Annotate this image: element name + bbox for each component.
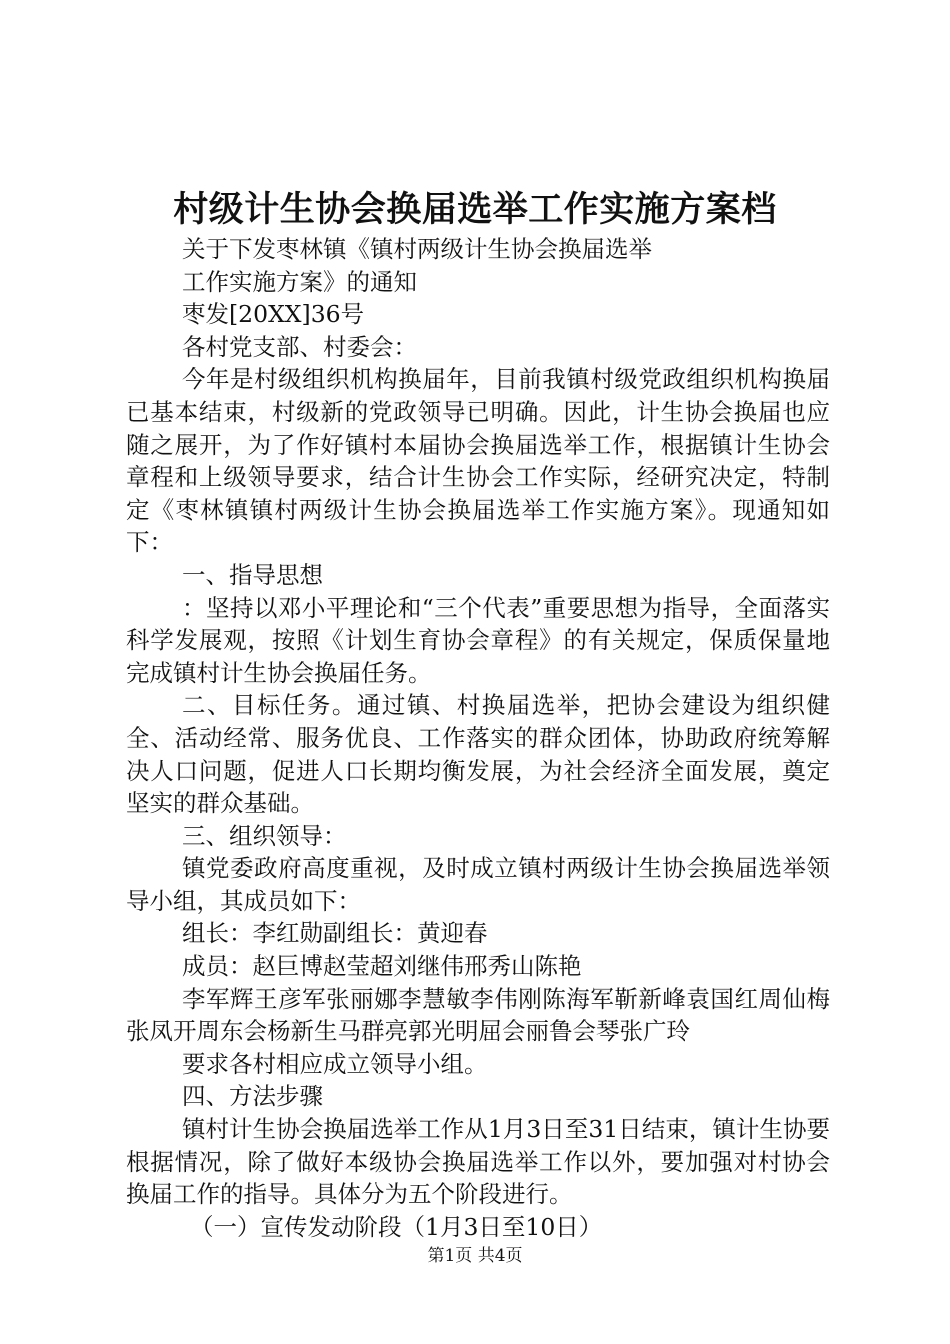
document-body — [126, 233, 830, 1243]
section-1-heading: 一、指导思想 — [182, 560, 323, 589]
section-3-body: 镇党委政府高度重视，及时成立镇村两级计生协会换届选举领导小组，其成员如下： — [126, 854, 830, 915]
intro-paragraph: 今年是村级组织机构换届年，目前我镇村级党政组织机构换届已基本结束，村级新的党政领导已明确。因此，计生协会换届也应随之展开，为了作好镇村本届协会换届选举工作，根据镇计生协会章程和上级领导要求，结合计生协会工作实际，经研究决定，特制定《枣林镇镇村两级计生协会换届选举工作实施方案》。现通知如下： — [126, 365, 830, 557]
section-1-body: ：坚持以邓小平理论和“三个代表”重要思想为指导，全面落实科学发展观，按照《计划生育协会章程》的有关规定，保质保量地完成镇村计生协会换届任务。 — [126, 593, 830, 687]
section-4-heading: 四、方法步骤 — [182, 1082, 323, 1111]
members-continued: 李军辉王彦军张丽娜李慧敏李伟刚陈海军靳新峰袁国红周仙梅张凤开周东会杨新生马群亮郭光明屈会丽鲁会琴张广玲 — [126, 984, 830, 1046]
leaders-line: 组长：李红勋副组长：黄迎春 — [182, 919, 488, 948]
addressee: 各村党支部、村委会： — [182, 332, 417, 361]
notice-title-line-2: 工作实施方案》的通知 — [182, 267, 417, 296]
members-line: 成员：赵巨博赵莹超刘继伟邢秀山陈艳 — [182, 952, 582, 981]
section-3-heading: 三、组织领导： — [182, 821, 347, 850]
notice-title-line-1: 关于下发枣林镇《镇村两级计生协会换届选举 — [182, 235, 652, 263]
page-footer: 第1页 共4页 — [427, 1246, 523, 1266]
notice-header — [126, 233, 830, 363]
phase-1-heading: （一）宣传发动阶段（1月3日至10日） — [190, 1212, 603, 1241]
doc-number: 枣发[20XX]36号 — [182, 300, 365, 329]
document-title: 村级计生协会换届选举工作实施方案档 — [173, 190, 777, 230]
section-4-body: 镇村计生协会换届选举工作从1月3日至31日结束，镇计生协要根据情况，除了做好本级协会换届选举工作以外，要加强对村协会换届工作的指导。具体分为五个阶段进行。 — [126, 1115, 830, 1209]
section-2-paragraph: 二、目标任务。通过镇、村换届选举，把协会建设为组织健全、活动经常、服务优良、工作落实的群众团体，协助政府统筹解决人口问题，促进人口长期均衡发展，为社会经济全面发展，奠定坚实的群众基础。 — [126, 691, 830, 818]
requirement-line: 要求各村相应成立领导小组。 — [182, 1049, 488, 1078]
